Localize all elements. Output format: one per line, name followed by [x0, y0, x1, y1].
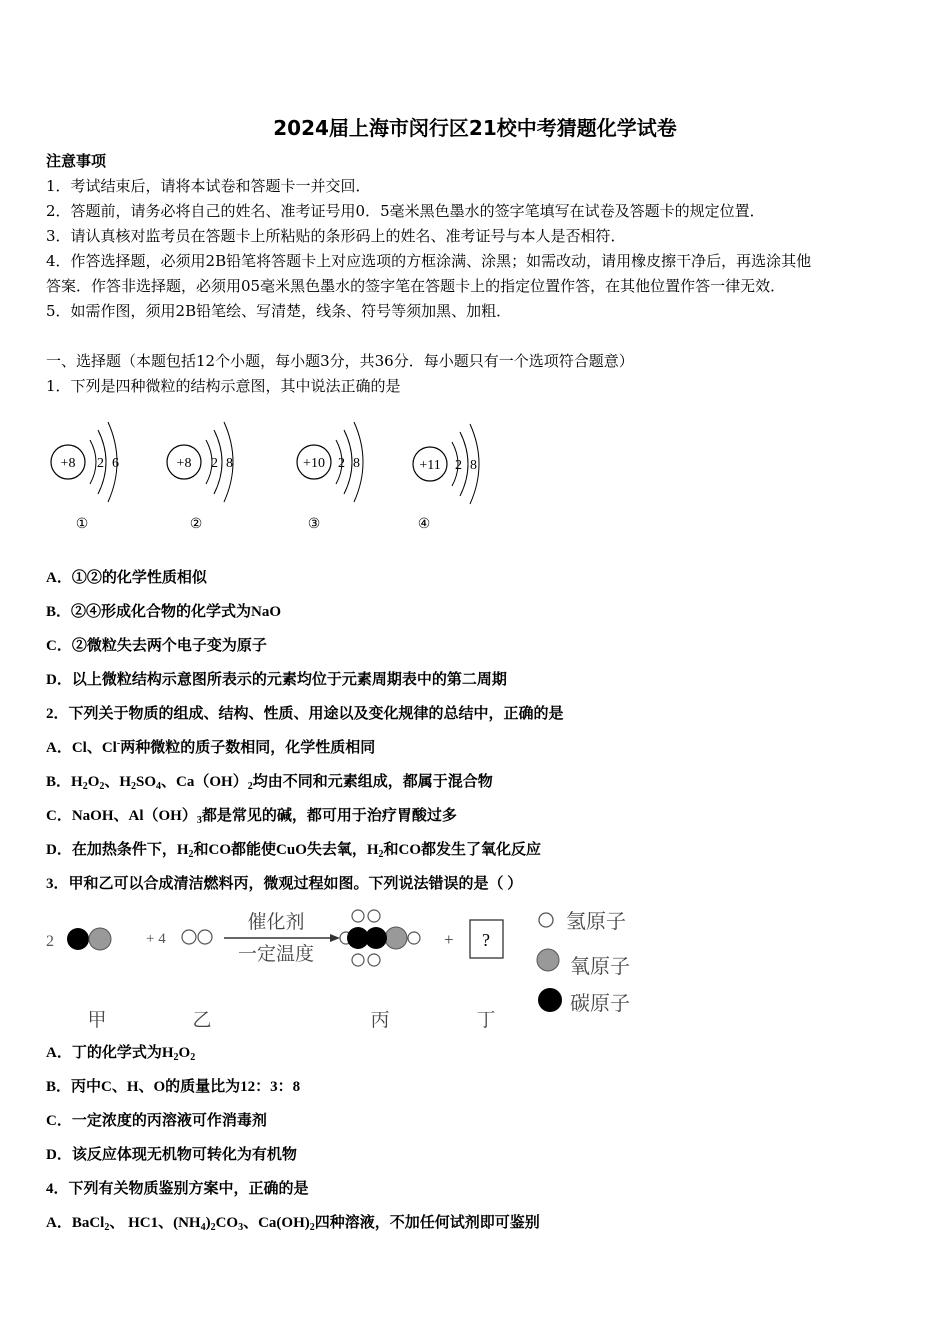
- diagram-label: ③: [307, 517, 321, 532]
- legend-hydrogen-icon: [539, 913, 553, 927]
- shell2-electrons: 8: [226, 456, 233, 471]
- section-heading: 一、选择题（本题包括12个小题，每小题3分，共36分．每小题只有一个选项符合题意）: [46, 352, 634, 370]
- q2-option-a[interactable]: A．Cl、Cl-两种微粒的质子数相同，化学性质相同: [46, 738, 376, 756]
- atom-structure-figure: [40, 410, 510, 540]
- q2-option-d[interactable]: D．在加热条件下，$H_2$和CO都能使CuO失去氧，$H_2$和CO都发生了氧化反应: [46, 842, 542, 860]
- notice-item: 5．如需作图，须用2B铅笔绘、写清楚，线条、符号等须加黑、加粗．: [46, 302, 512, 320]
- nucleus-charge: +11: [419, 458, 441, 473]
- notice-item: 2．答题前，请务必将自己的姓名、准考证号用0．5毫米黑色墨水的签字笔填写在试卷及答题卡的规定位置．: [46, 202, 765, 220]
- label-yi: 乙: [192, 1009, 212, 1031]
- q2-stem: 2．下列关于物质的组成、结构、性质、用途以及变化规律的总结中，正确的是: [46, 706, 564, 722]
- coef-yi: + 4: [146, 931, 166, 947]
- q2-option-c[interactable]: C．NaOH、$Al(OH)_3$都是常见的碱，都可用于治疗胃酸过多: [46, 808, 457, 826]
- hydrogen-atom: [352, 954, 364, 966]
- shell2-electrons: 8: [470, 458, 477, 473]
- diagram-label: ②: [189, 517, 203, 532]
- q2-option-b[interactable]: B．$H_2O_2$、$H_2SO_4$、$Ca(OH)_2$均由不同和元素组成，都属于混合物: [46, 774, 493, 792]
- notice-item: 3．请认真核对监考员在答题卡上所粘贴的条形码上的姓名、准考证号与本人是否相符．: [46, 227, 626, 245]
- legend-oxygen: 氧原子: [570, 954, 630, 978]
- legend-carbon-icon: [538, 988, 562, 1012]
- notice-item: 4．作答选择题，必须用2B铅笔将答题卡上对应选项的方框涂满、涂黑；如需改动，请用橡皮擦干净后，再选涂其他: [46, 252, 812, 270]
- nucleus-charge: +10: [303, 456, 325, 471]
- q1-option-c[interactable]: C．②微粒失去两个电子变为原子: [46, 638, 267, 654]
- reaction-figure: [40, 900, 650, 1040]
- notice-item: 1．考试结束后，请将本试卷和答题卡一并交回．: [46, 177, 371, 195]
- atom-diagram-2: [167, 422, 233, 532]
- hydrogen-atom: [352, 910, 364, 922]
- q4-option-a[interactable]: A．BaCl$_2$、 HC1、$(NH_4)_2CO_3$、$Ca(OH)_2$四种溶液，不加任何试剂即可鉴别: [46, 1215, 540, 1233]
- hydrogen-atom: [368, 910, 380, 922]
- coef-jia: 2: [46, 933, 54, 950]
- notice-heading: 注意事项: [46, 152, 107, 170]
- legend-hydrogen: 氢原子: [566, 909, 626, 933]
- label-jia: 甲: [87, 1009, 107, 1031]
- q1-option-a[interactable]: A．①②的化学性质相似: [46, 570, 207, 586]
- label-bing: 丙: [370, 1009, 390, 1031]
- condition-label: 一定温度: [237, 943, 315, 965]
- shell1-electrons: 2: [455, 458, 462, 473]
- atom-diagram-3: [297, 422, 363, 532]
- nucleus-charge: +8: [176, 456, 192, 471]
- shell1-electrons: 2: [97, 456, 104, 471]
- nucleus-charge: +8: [60, 456, 76, 471]
- oxygen-atom: [89, 928, 111, 950]
- plus-sign: +: [444, 930, 454, 949]
- q4-stem: 4．下列有关物质鉴别方案中，正确的是: [46, 1181, 309, 1197]
- q1-option-d[interactable]: D．以上微粒结构示意图所表示的元素均位于元素周期表中的第二周期: [46, 672, 507, 688]
- diagram-label: ①: [75, 517, 89, 532]
- q3-option-a[interactable]: A．丁的化学式为$H_2O_2$: [46, 1045, 196, 1063]
- q1-stem: 1．下列是四种微粒的结构示意图，其中说法正确的是: [46, 377, 401, 395]
- oxygen-atom: [385, 927, 407, 949]
- q3-option-b[interactable]: B．丙中C、H、O的质量比为12：3：8: [46, 1079, 301, 1095]
- diagram-label: ④: [417, 517, 431, 532]
- hydrogen-atom: [408, 932, 420, 944]
- shell1-electrons: 2: [211, 456, 218, 471]
- legend-carbon: 碳原子: [570, 991, 630, 1015]
- catalyst-label: 催化剂: [247, 911, 305, 933]
- label-ding: 丁: [476, 1009, 496, 1031]
- carbon-atom: [67, 928, 89, 950]
- page-title: 2024届上海市闵行区21校中考猜题化学试卷: [273, 116, 677, 140]
- q3-stem: 3．甲和乙可以合成清洁燃料丙，微观过程如图。下列说法错误的是（ ）: [46, 876, 523, 892]
- carbon-atom: [365, 927, 387, 949]
- q3-option-c[interactable]: C．一定浓度的丙溶液可作消毒剂: [46, 1113, 267, 1129]
- shell2-electrons: 8: [353, 456, 360, 471]
- hydrogen-atom: [182, 930, 196, 944]
- hydrogen-atom: [198, 930, 212, 944]
- atom-diagram-1: [51, 422, 119, 532]
- atom-diagram-4: [413, 424, 479, 532]
- q3-option-d[interactable]: D．该反应体现无机物可转化为有机物: [46, 1147, 297, 1163]
- shell2-electrons: 6: [112, 456, 119, 471]
- hydrogen-atom: [368, 954, 380, 966]
- legend-oxygen-icon: [537, 949, 559, 971]
- notice-item: 答案．作答非选择题，必须用05毫米黑色墨水的签字笔在答题卡上的指定位置作答，在其他位置作答一律无效．: [46, 277, 786, 295]
- unknown-mark: ?: [482, 930, 490, 950]
- q1-option-b[interactable]: B．②④形成化合物的化学式为NaO: [46, 604, 282, 620]
- shell1-electrons: 2: [338, 456, 345, 471]
